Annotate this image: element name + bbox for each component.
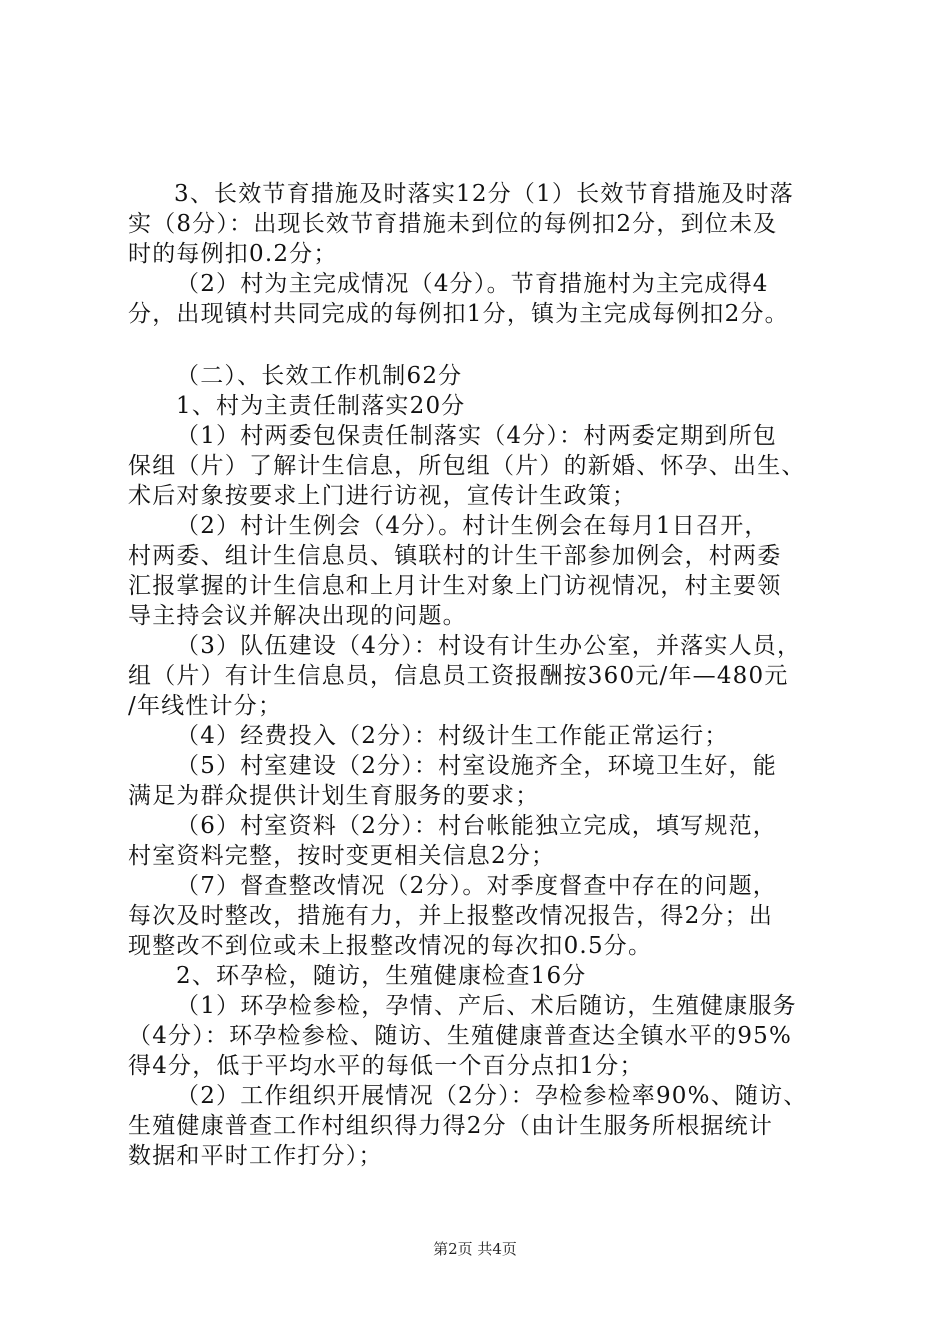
text-line: 得4分，低于平均水平的每低一个百分点扣1分；	[128, 1053, 644, 1079]
text-line: 生殖健康普查工作村组织得力得2分（由计生服务所根据统计	[128, 1113, 774, 1139]
text-line: 汇报掌握的计生信息和上月计生对象上门访视情况，村主要领	[128, 573, 782, 599]
text-line: 满足为群众提供计划生育服务的要求；	[128, 783, 540, 809]
text-line: （6）村室资料（2分）：村台帐能独立完成，填写规范，	[176, 813, 777, 839]
text-line: /年线性计分；	[128, 693, 283, 719]
text-line: 保组（片）了解计生信息，所包组（片）的新婚、怀孕、出生、	[128, 453, 806, 479]
text-line: 数据和平时工作打分）；	[128, 1143, 383, 1169]
section-heading: （二）、长效工作机制62分	[176, 363, 463, 389]
text-line: 导主持会议并解决出现的问题。	[128, 603, 467, 629]
text-line: （4分）：环孕检参检、随访、生殖健康普查达全镇水平的95%	[128, 1023, 793, 1049]
page-footer: 第2页 共4页	[433, 1240, 517, 1258]
text-line: （4）经费投入（2分）：村级计生工作能正常运行；	[176, 723, 729, 749]
text-line: （1）环孕检参检，孕情、产后、术后随访，生殖健康服务	[176, 993, 797, 1019]
text-line: （1）村两委包保责任制落实（4分）：村两委定期到所包	[176, 423, 777, 449]
text-line: 术后对象按要求上门进行访视，宣传计生政策；	[128, 483, 637, 509]
text-line: （7）督查整改情况（2分）。对季度督查中存在的问题，	[176, 873, 777, 899]
text-line: 时的每例扣0.2分；	[128, 241, 338, 267]
text-line: 现整改不到位或未上报整改情况的每次扣0.5分。	[128, 933, 653, 959]
text-line: （2）村为主完成情况（4分）。节育措施村为主完成得4	[176, 271, 769, 297]
text-line: （3）队伍建设（4分）：村设有计生办公室，并落实人员，	[176, 633, 802, 659]
text-line: 实（8分）：出现长效节育措施未到位的每例扣2分，到位未及	[128, 211, 778, 237]
text-line: 组（片）有计生信息员，信息员工资报酬按360元/年—480元	[128, 663, 789, 689]
text-line: （5）村室建设（2分）：村室设施齐全，环境卫生好，能	[176, 753, 777, 779]
text-line: （2）工作组织开展情况（2分）：孕检参检率90%、随访、	[176, 1083, 808, 1109]
text-line: 3、长效节育措施及时落实12分（1）长效节育措施及时落	[174, 181, 794, 207]
text-line: 每次及时整改，措施有力，并上报整改情况报告，得2分；出	[128, 903, 774, 929]
text-line: （2）村计生例会（4分）。村计生例会在每月1日召开，	[176, 513, 769, 539]
subsection-heading: 2、环孕检，随访，生殖健康检查16分	[176, 963, 587, 989]
subsection-heading: 1、村为主责任制落实20分	[176, 393, 466, 419]
text-line: 村室资料完整，按时变更相关信息2分；	[128, 843, 556, 869]
text-line: 分，出现镇村共同完成的每例扣1分，镇为主完成每例扣2分。	[128, 301, 789, 327]
text-line: 村两委、组计生信息员、镇联村的计生干部参加例会，村两委	[128, 543, 782, 569]
